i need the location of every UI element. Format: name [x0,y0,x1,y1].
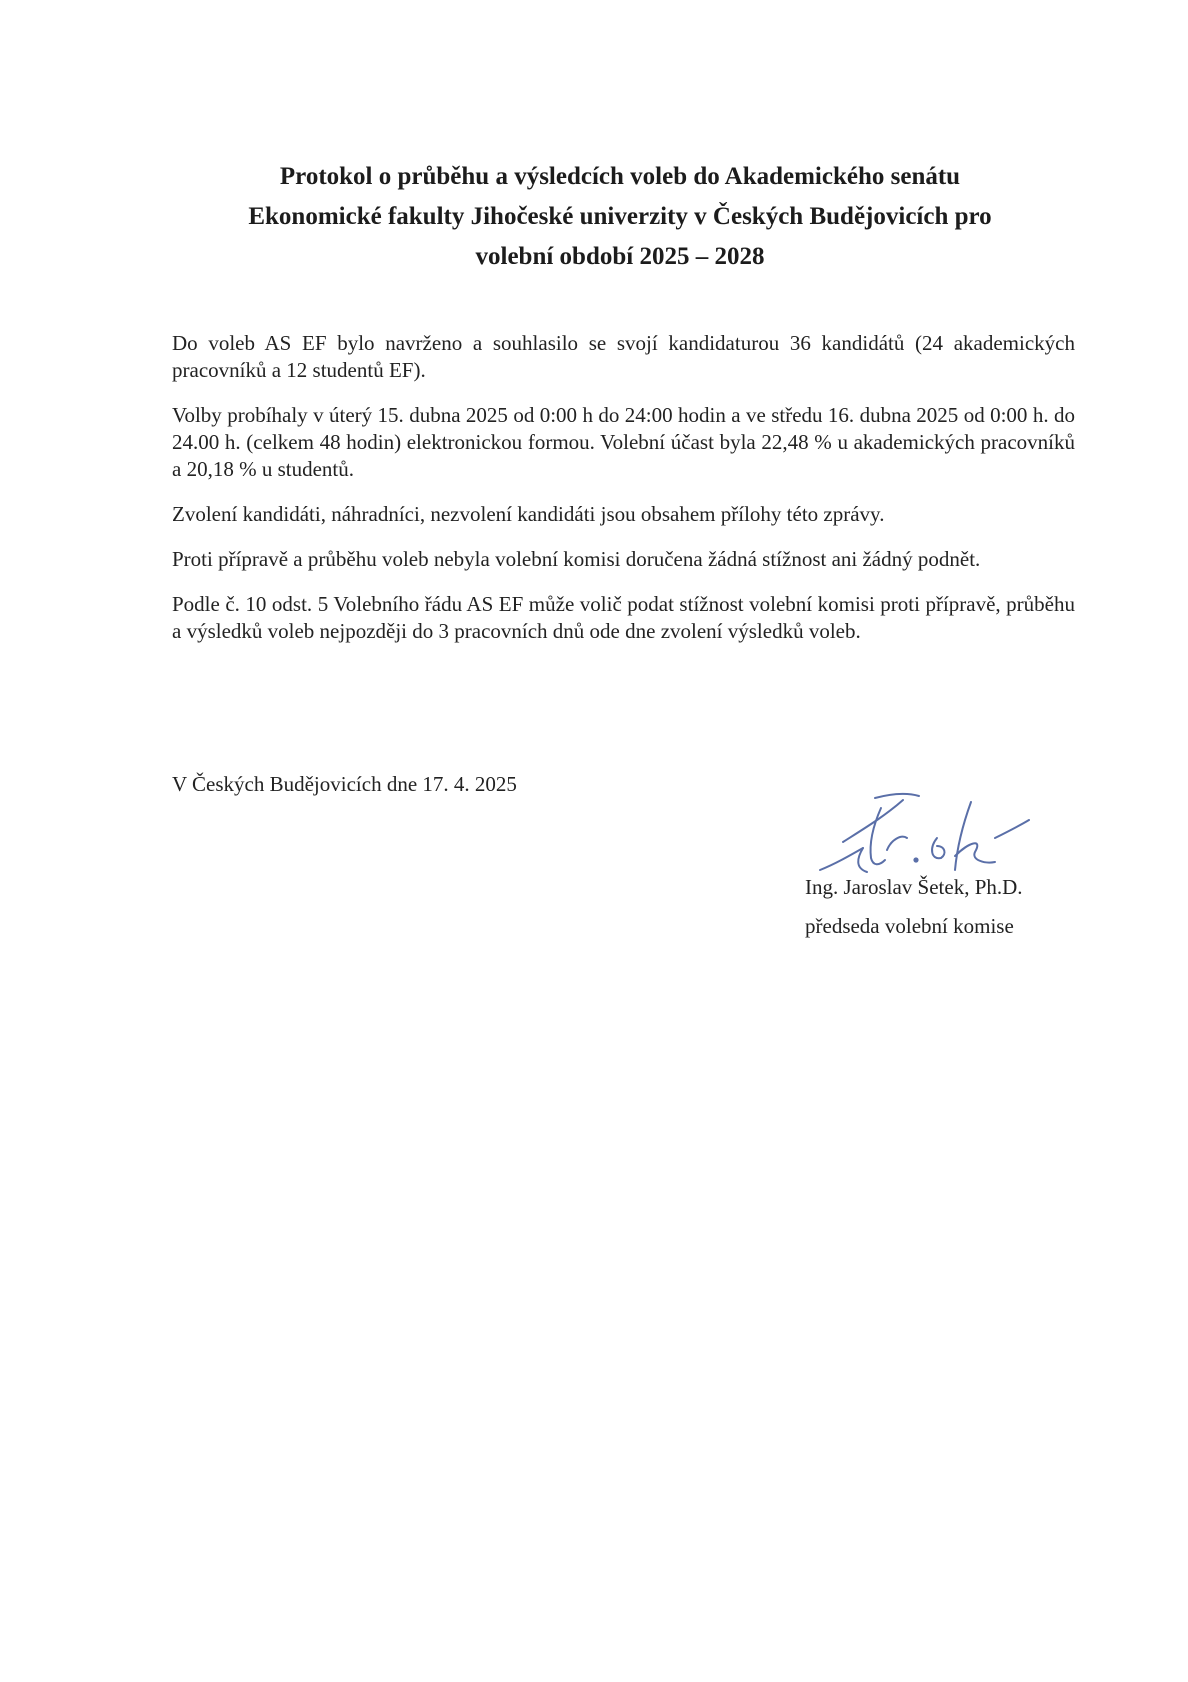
title-line-1: Protokol o průběhu a výsledcích voleb do Akademického senátu [279,163,961,190]
handwritten-signature [815,780,1035,880]
document-body [172,330,1075,663]
title-line-3: volební období 2025 – 2028 [475,243,765,270]
paragraph-voting-period: Volby probíhaly v úterý 15. dubna 2025 od 0:00 h do 24:00 hodin a ve středu 16. dubna 2025 od 0:00 h. do 24.00 h. (celkem 48 hodin) elektronickou formou. Volební účast byla 22,48 % u akademických pracovníků a 20,18 % u studentů. [172,403,1075,481]
paragraph-results: Zvolení kandidáti, náhradníci, nezvolení kandidáti jsou obsahem přílohy této zprávy. [172,502,885,526]
title-line-2: Ekonomické fakulty Jihočeské univerzity v Českých Budějovicích pro [248,203,992,230]
place-date: V Českých Budějovicích dne 17. 4. 2025 [172,772,517,796]
paragraph-appeal-rules: Podle č. 10 odst. 5 Volebního řádu AS EF může volič podat stížnost volební komisi proti přípravě, průběhu a výsledků voleb nejpozději do 3 pracovních dnů ode dne zvolení výsledků voleb. [172,592,1075,643]
document-title [160,157,1080,277]
signatory-name: Ing. Jaroslav Šetek, Ph.D. [805,875,1023,899]
paragraph-complaints: Proti přípravě a průběhu voleb nebyla volební komisi doručena žádná stížnost ani žádný podnět. [172,547,981,571]
paragraph-candidates: Do voleb AS EF bylo navrženo a souhlasilo se svojí kandidaturou 36 kandidátů (24 akademických pracovníků a 12 studentů EF). [172,331,1075,382]
signatory-role: předseda volební komise [805,914,1014,938]
